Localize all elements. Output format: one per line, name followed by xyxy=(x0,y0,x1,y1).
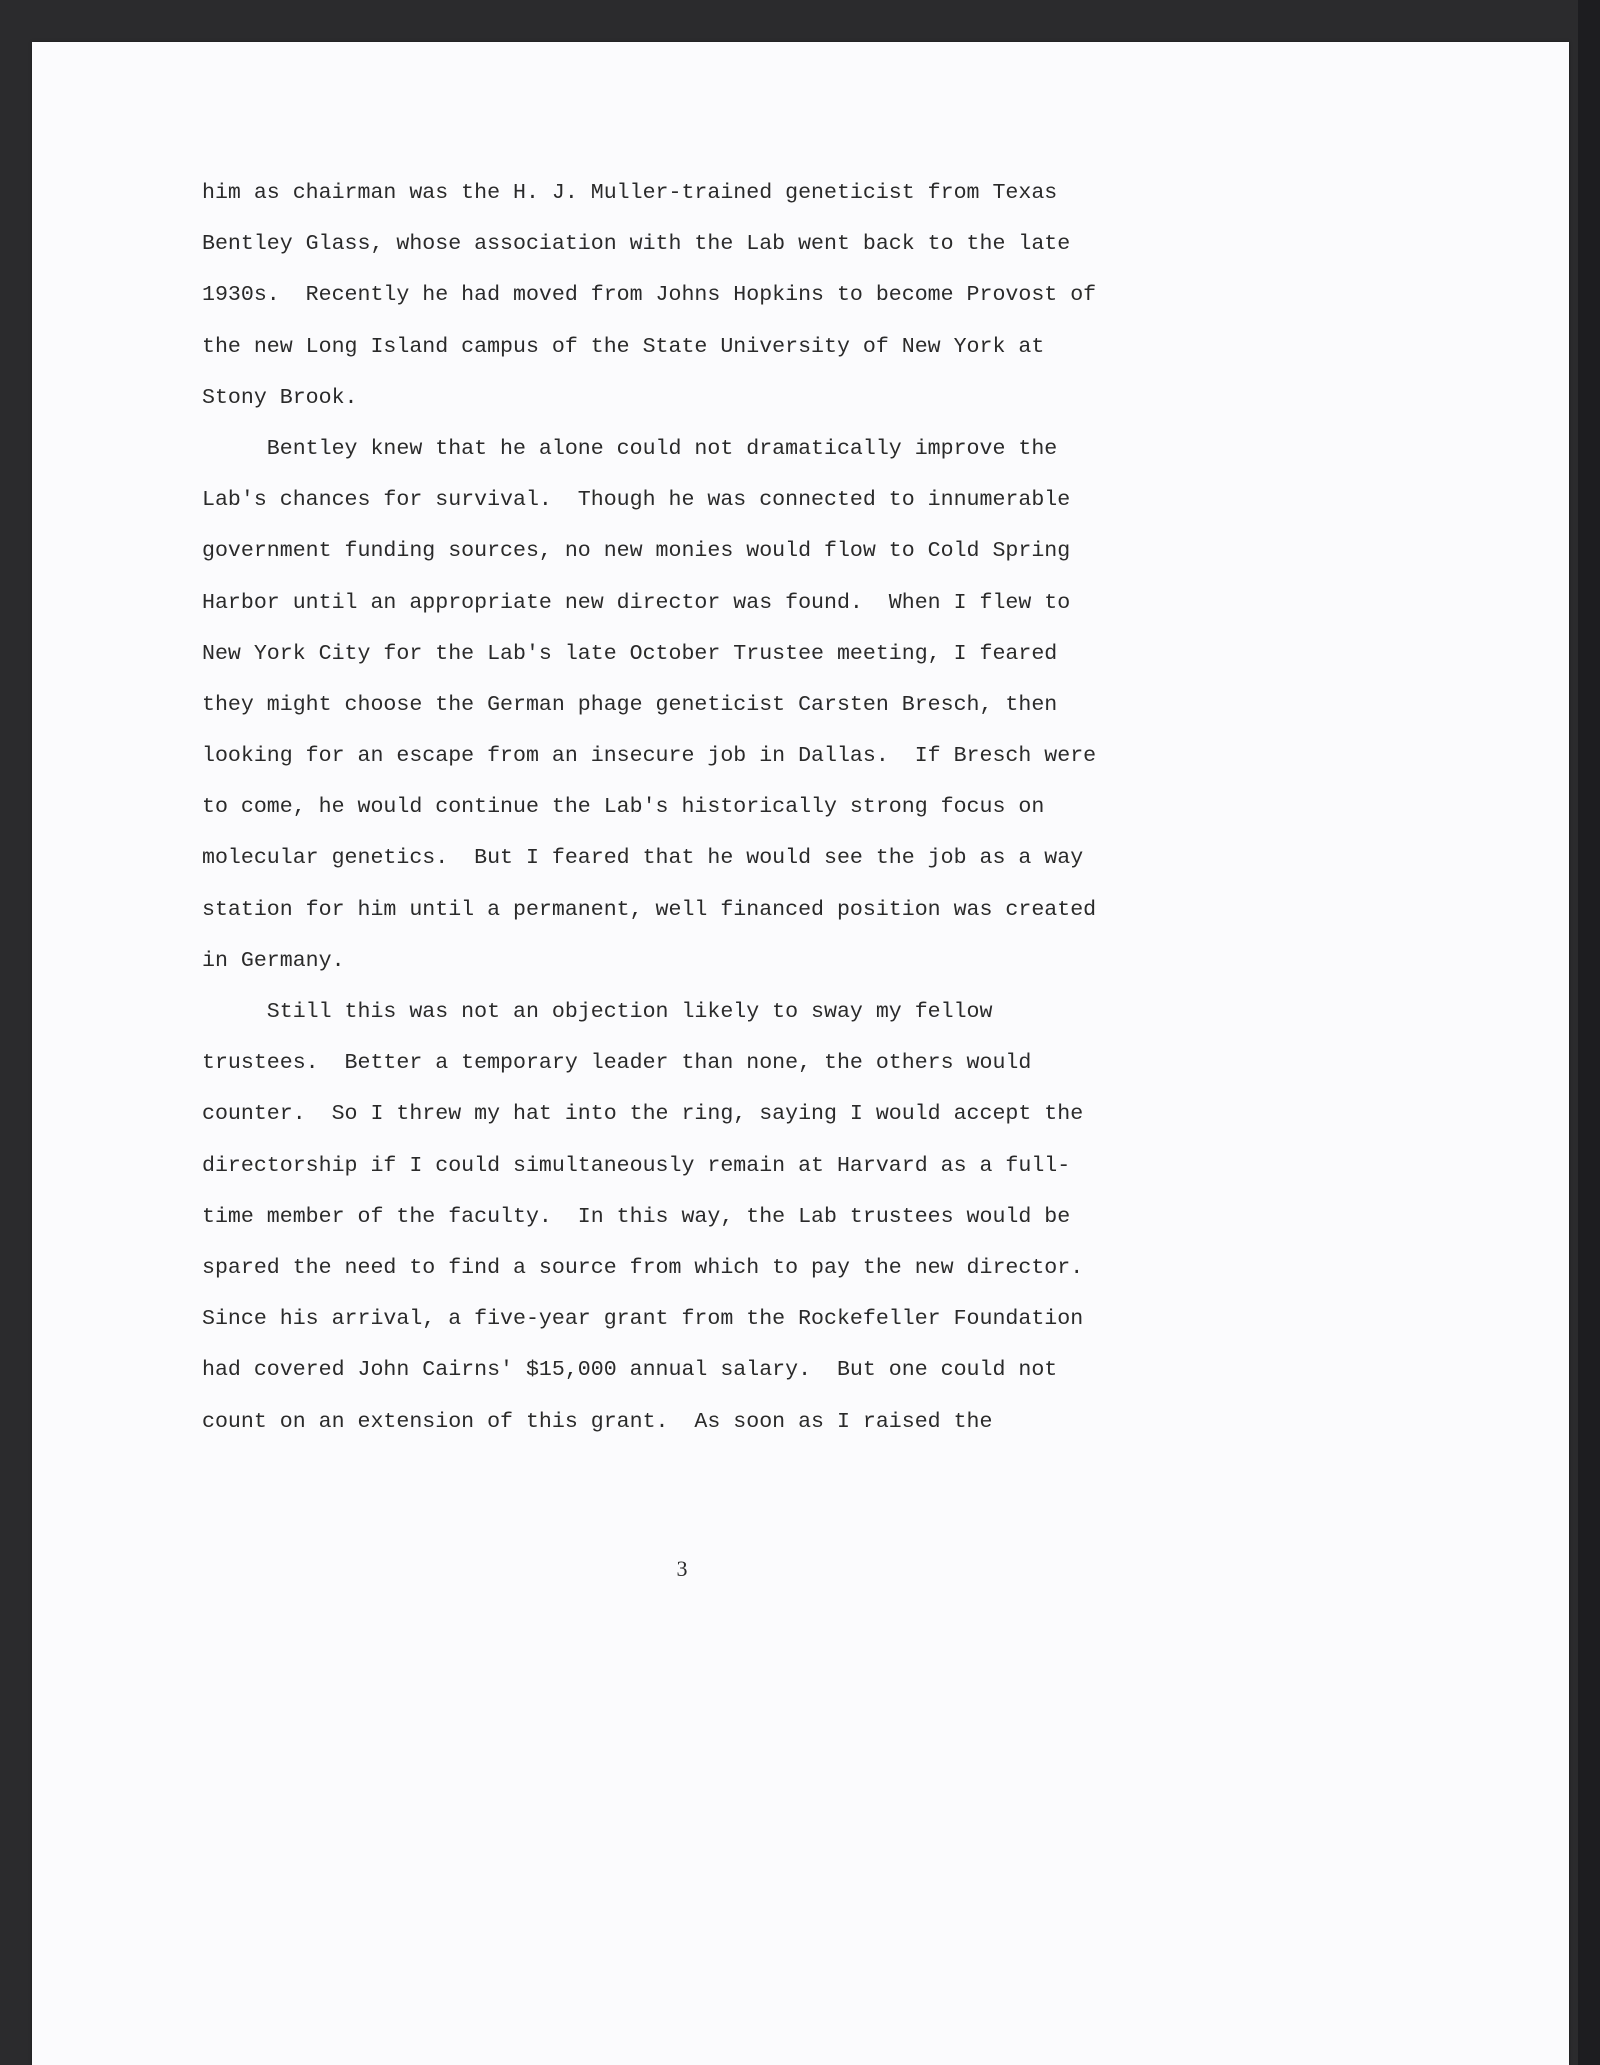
text-line: Still this was not an objection likely to sway my fellow xyxy=(202,1000,993,1024)
body-text xyxy=(202,168,1202,1448)
text-line: spared the need to find a source from which to pay the new director. xyxy=(202,1255,1084,1280)
text-line: New York City for the Lab's late October Trustee meeting, I feared xyxy=(202,641,1058,666)
scan-background-edge xyxy=(1578,0,1600,2065)
text-line: counter. So I threw my hat into the ring, saying I would accept the xyxy=(202,1102,1084,1127)
text-line: time member of the faculty. In this way, the Lab trustees would be xyxy=(202,1204,1071,1229)
text-line: Lab's chances for survival. Though he was connected to innumerable xyxy=(202,488,1071,513)
text-line: they might choose the German phage geneticist Carsten Bresch, then xyxy=(202,692,1058,717)
text-line: to come, he would continue the Lab's historically strong focus on xyxy=(202,795,1045,820)
text-line: Since his arrival, a five-year grant from the Rockefeller Foundation xyxy=(202,1307,1084,1332)
text-line: had covered John Cairns' $15,000 annual salary. But one could not xyxy=(202,1358,1058,1383)
text-line: station for him until a permanent, well financed position was created xyxy=(202,897,1097,922)
text-line: him as chairman was the H. J. Muller-trained geneticist from Texas xyxy=(202,181,1058,205)
text-line: in Germany. xyxy=(202,948,345,973)
text-line: Stony Brook. xyxy=(202,385,358,410)
text-line: directorship if I could simultaneously remain at Harvard as a full- xyxy=(202,1153,1071,1178)
page-number: 3 xyxy=(676,1556,688,1581)
text-line: Harbor until an appropriate new director was found. When I flew to xyxy=(202,590,1071,615)
text-line: trustees. Better a temporary leader than none, the others would xyxy=(202,1051,1032,1076)
text-line: looking for an escape from an insecure job in Dallas. If Bresch were xyxy=(202,744,1097,769)
text-line: Bentley knew that he alone could not dramatically improve the xyxy=(202,436,1058,461)
text-line: molecular genetics. But I feared that he would see the job as a way xyxy=(202,846,1084,871)
document-page xyxy=(32,42,1569,2065)
text-line: government funding sources, no new monies would flow to Cold Spring xyxy=(202,539,1071,564)
text-line: 1930s. Recently he had moved from Johns Hopkins to become Provost of xyxy=(202,283,1097,308)
text-line: count on an extension of this grant. As soon as I raised the xyxy=(202,1409,993,1434)
text-line: the new Long Island campus of the State University of New York at xyxy=(202,334,1045,359)
text-line: Bentley Glass, whose association with the Lab went back to the late xyxy=(202,232,1071,257)
